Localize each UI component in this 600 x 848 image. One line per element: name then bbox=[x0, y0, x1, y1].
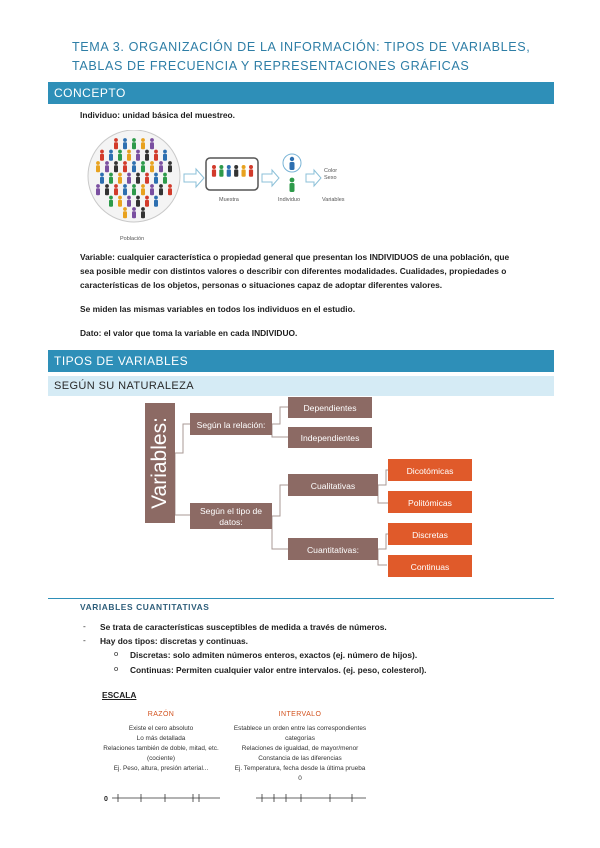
person-icon bbox=[114, 188, 118, 195]
population-sample-figure bbox=[82, 130, 362, 248]
person-icon bbox=[105, 184, 109, 188]
politomicas-label: Politómicas bbox=[408, 498, 452, 508]
person-icon bbox=[96, 188, 100, 195]
person-icon bbox=[159, 161, 163, 165]
person-icon bbox=[154, 154, 158, 161]
person-icon bbox=[150, 165, 154, 172]
person-icon bbox=[118, 150, 122, 154]
person-icon bbox=[132, 138, 136, 142]
person-icon bbox=[163, 154, 167, 161]
person-icon bbox=[168, 184, 172, 188]
person-icon bbox=[118, 173, 122, 177]
person-icon bbox=[132, 211, 136, 218]
intervalo-line-4: Ej. Temperatura, fecha desde la última prueba bbox=[234, 765, 366, 772]
person-icon bbox=[159, 165, 163, 172]
person-icon bbox=[136, 196, 140, 200]
person-icon bbox=[123, 211, 127, 218]
bullet-tipos: Hay dos tipos: discretas y continuas. bbox=[100, 636, 248, 646]
person-icon bbox=[127, 196, 131, 200]
person-icon bbox=[114, 161, 118, 165]
person-icon bbox=[105, 165, 109, 172]
individuo-label: Individuo bbox=[278, 197, 301, 203]
individuo-definition: Individuo: unidad básica del muestreo. bbox=[80, 110, 235, 120]
razon-line-4: Ej. Peso, altura, presión arterial... bbox=[113, 765, 209, 772]
razon-zero-label: 0 bbox=[104, 796, 108, 803]
root-label: Variables: bbox=[148, 417, 171, 509]
razon-heading: RAZÓN bbox=[147, 711, 175, 718]
variables-label: Variables bbox=[322, 197, 345, 203]
intervalo-column bbox=[232, 710, 368, 784]
person-icon bbox=[123, 142, 127, 149]
concepto-heading: CONCEPTO bbox=[48, 82, 554, 104]
razon-line-2: Lo más detallada bbox=[136, 735, 186, 742]
intervalo-line-3: Constancia de las diferencias bbox=[258, 755, 342, 762]
person-icon bbox=[168, 161, 172, 165]
person-icon bbox=[154, 177, 158, 184]
document-title bbox=[72, 38, 552, 76]
person-icon bbox=[136, 173, 140, 177]
person-icon bbox=[127, 154, 131, 161]
person-icon bbox=[154, 200, 158, 207]
person-icon bbox=[163, 173, 167, 177]
person-icon bbox=[105, 188, 109, 195]
variables-diagram bbox=[145, 393, 475, 583]
bullet-continuas: Continuas: Permiten cualquier valor entre intervalos. (ej. peso, colesterol). bbox=[130, 665, 427, 675]
person-icon bbox=[123, 138, 127, 142]
person-icon bbox=[109, 200, 113, 207]
person-icon bbox=[227, 169, 231, 176]
person-icon bbox=[150, 142, 154, 149]
tipos-heading: TIPOS DE VARIABLES bbox=[48, 350, 554, 372]
tipo-datos-label-1: Según el tipo de bbox=[199, 506, 263, 516]
person-icon bbox=[141, 207, 145, 211]
person-icon bbox=[132, 142, 136, 149]
person-icon bbox=[123, 207, 127, 211]
person-icon bbox=[168, 188, 172, 195]
person-icon bbox=[123, 165, 127, 172]
miden-statement: Se miden las mismas variables en todos los individuos en el estudio. bbox=[80, 304, 356, 314]
arrow-icon bbox=[262, 170, 279, 186]
person-icon bbox=[159, 184, 163, 188]
person-icon bbox=[132, 184, 136, 188]
person-icon bbox=[145, 154, 149, 161]
person-icon bbox=[96, 184, 100, 188]
bullet-dash: - bbox=[83, 635, 86, 645]
person-icon bbox=[150, 184, 154, 188]
person-icon bbox=[109, 196, 113, 200]
person-icon bbox=[234, 169, 238, 176]
person-icon bbox=[145, 177, 149, 184]
person-icon bbox=[96, 161, 100, 165]
person-icon bbox=[141, 165, 145, 172]
poblacion-label: Población bbox=[120, 236, 145, 242]
person-icon bbox=[109, 154, 113, 161]
discretas-label: Discretas bbox=[412, 530, 448, 540]
person-icon bbox=[109, 173, 113, 177]
escala-label: ESCALA bbox=[102, 690, 137, 700]
tipo-datos-label-2: datos: bbox=[219, 517, 243, 527]
person-icon bbox=[114, 184, 118, 188]
person-icon bbox=[100, 173, 104, 177]
arrow-icon bbox=[184, 169, 204, 187]
intervalo-line-2: Relaciones de igualdad, de mayor/menor bbox=[241, 745, 359, 752]
person-icon bbox=[163, 150, 167, 154]
intervalo-heading: INTERVALO bbox=[278, 711, 322, 718]
person-icon bbox=[118, 196, 122, 200]
person-icon bbox=[234, 165, 238, 169]
person-icon bbox=[123, 161, 127, 165]
person-icon bbox=[127, 177, 131, 184]
person-icon bbox=[145, 173, 149, 177]
person-icon bbox=[127, 200, 131, 207]
razon-line-3: Relaciones también de doble, mitad, etc. (cociente) bbox=[103, 745, 219, 762]
cuantitativas-label: Cuantitativas: bbox=[306, 545, 360, 555]
razon-column bbox=[100, 710, 222, 774]
cuantitativas-heading: VARIABLES CUANTITATIVAS bbox=[80, 602, 210, 612]
person-icon bbox=[127, 173, 131, 177]
person-icon bbox=[150, 138, 154, 142]
bullet-medida: Se trata de características susceptibles de medida a través de números. bbox=[100, 622, 387, 632]
person-icon bbox=[227, 165, 231, 169]
person-icon bbox=[141, 188, 145, 195]
person-icon bbox=[168, 165, 172, 172]
variable-definition: Variable: cualquier característica o propiedad general que presentan los INDIVIDUOS de una población, que sea posible medir con distintos valores o describir con diferentes modalidades. Cualidades, propiedades o características de los objetos, personas o situaciones capaz de adoptar diferentes valores. bbox=[80, 252, 510, 290]
person-icon bbox=[242, 169, 246, 176]
person-icon bbox=[249, 165, 253, 169]
person-icon bbox=[114, 138, 118, 142]
person-icon bbox=[118, 177, 122, 184]
arrow-icon bbox=[306, 170, 321, 186]
person-icon bbox=[127, 150, 131, 154]
person-icon bbox=[212, 169, 216, 176]
razon-line-1: Existe el cero absoluto bbox=[128, 725, 194, 732]
person-icon bbox=[154, 196, 158, 200]
person-icon bbox=[132, 207, 136, 211]
scale-lines bbox=[104, 790, 374, 806]
person-icon bbox=[136, 177, 140, 184]
person-icon bbox=[141, 138, 145, 142]
person-icon bbox=[249, 169, 253, 176]
dicotomicas-label: Dicotómicas bbox=[406, 466, 454, 476]
cualitativas-label: Cualitativas bbox=[310, 481, 356, 491]
relacion-label: Según la relación: bbox=[196, 420, 266, 430]
person-icon bbox=[118, 154, 122, 161]
person-icon bbox=[159, 188, 163, 195]
person-icon bbox=[114, 165, 118, 172]
person-icon bbox=[109, 150, 113, 154]
person-icon bbox=[141, 161, 145, 165]
person-icon bbox=[136, 154, 140, 161]
dato-definition: Dato: el valor que toma la variable en cada INDIVIDUO. bbox=[80, 328, 298, 338]
independientes-label: Independientes bbox=[300, 433, 360, 443]
section-divider bbox=[48, 598, 554, 599]
person-icon bbox=[109, 177, 113, 184]
person-icon bbox=[123, 184, 127, 188]
person-icon bbox=[114, 142, 118, 149]
intervalo-line-1: Establece un orden entre las correspondientes categorías bbox=[233, 725, 367, 742]
person-icon bbox=[154, 150, 158, 154]
person-icon bbox=[118, 200, 122, 207]
person-icon bbox=[163, 177, 167, 184]
person-icon bbox=[136, 150, 140, 154]
bullet-circle: o bbox=[114, 649, 119, 658]
continuas-label: Continuas bbox=[410, 562, 450, 572]
person-icon bbox=[100, 150, 104, 154]
muestra-label: Muestra bbox=[219, 197, 239, 203]
dependientes-label: Dependientes bbox=[303, 403, 357, 413]
bullet-dash: - bbox=[83, 621, 86, 631]
intervalo-line-5: 0 bbox=[298, 775, 302, 782]
person-icon bbox=[219, 169, 223, 176]
person-icon bbox=[132, 161, 136, 165]
person-icon bbox=[141, 211, 145, 218]
bullet-discretas: Discretas: solo admiten números enteros, exactos (ej. número de hijos). bbox=[130, 650, 418, 660]
person-icon bbox=[132, 188, 136, 195]
person-icon bbox=[141, 184, 145, 188]
person-icon bbox=[105, 161, 109, 165]
person-icon bbox=[100, 177, 104, 184]
person-icon bbox=[154, 173, 158, 177]
title-line-1: TEMA 3. ORGANIZACIÓN DE LA INFORMACIÓN: TIPOS DE VARIABLES, bbox=[72, 40, 531, 54]
person-icon bbox=[212, 165, 216, 169]
title-line-2: TABLAS DE FRECUENCIA Y REPRESENTACIONES GRÁFICAS bbox=[72, 59, 470, 73]
person-icon bbox=[145, 200, 149, 207]
naturaleza-subheading: SEGÚN SU NATURALEZA bbox=[48, 376, 554, 396]
variable-color-label: Color bbox=[324, 168, 338, 174]
person-icon bbox=[242, 165, 246, 169]
person-icon bbox=[141, 142, 145, 149]
person-icon bbox=[219, 165, 223, 169]
person-icon bbox=[136, 200, 140, 207]
person-icon bbox=[150, 161, 154, 165]
person-icon bbox=[96, 165, 100, 172]
bullet-circle: o bbox=[114, 664, 119, 673]
person-icon bbox=[100, 154, 104, 161]
person-icon bbox=[145, 196, 149, 200]
person-icon bbox=[132, 165, 136, 172]
person-icon bbox=[150, 188, 154, 195]
person-icon bbox=[123, 188, 127, 195]
variable-sexo-label: Sexo bbox=[324, 175, 337, 181]
person-icon bbox=[145, 150, 149, 154]
